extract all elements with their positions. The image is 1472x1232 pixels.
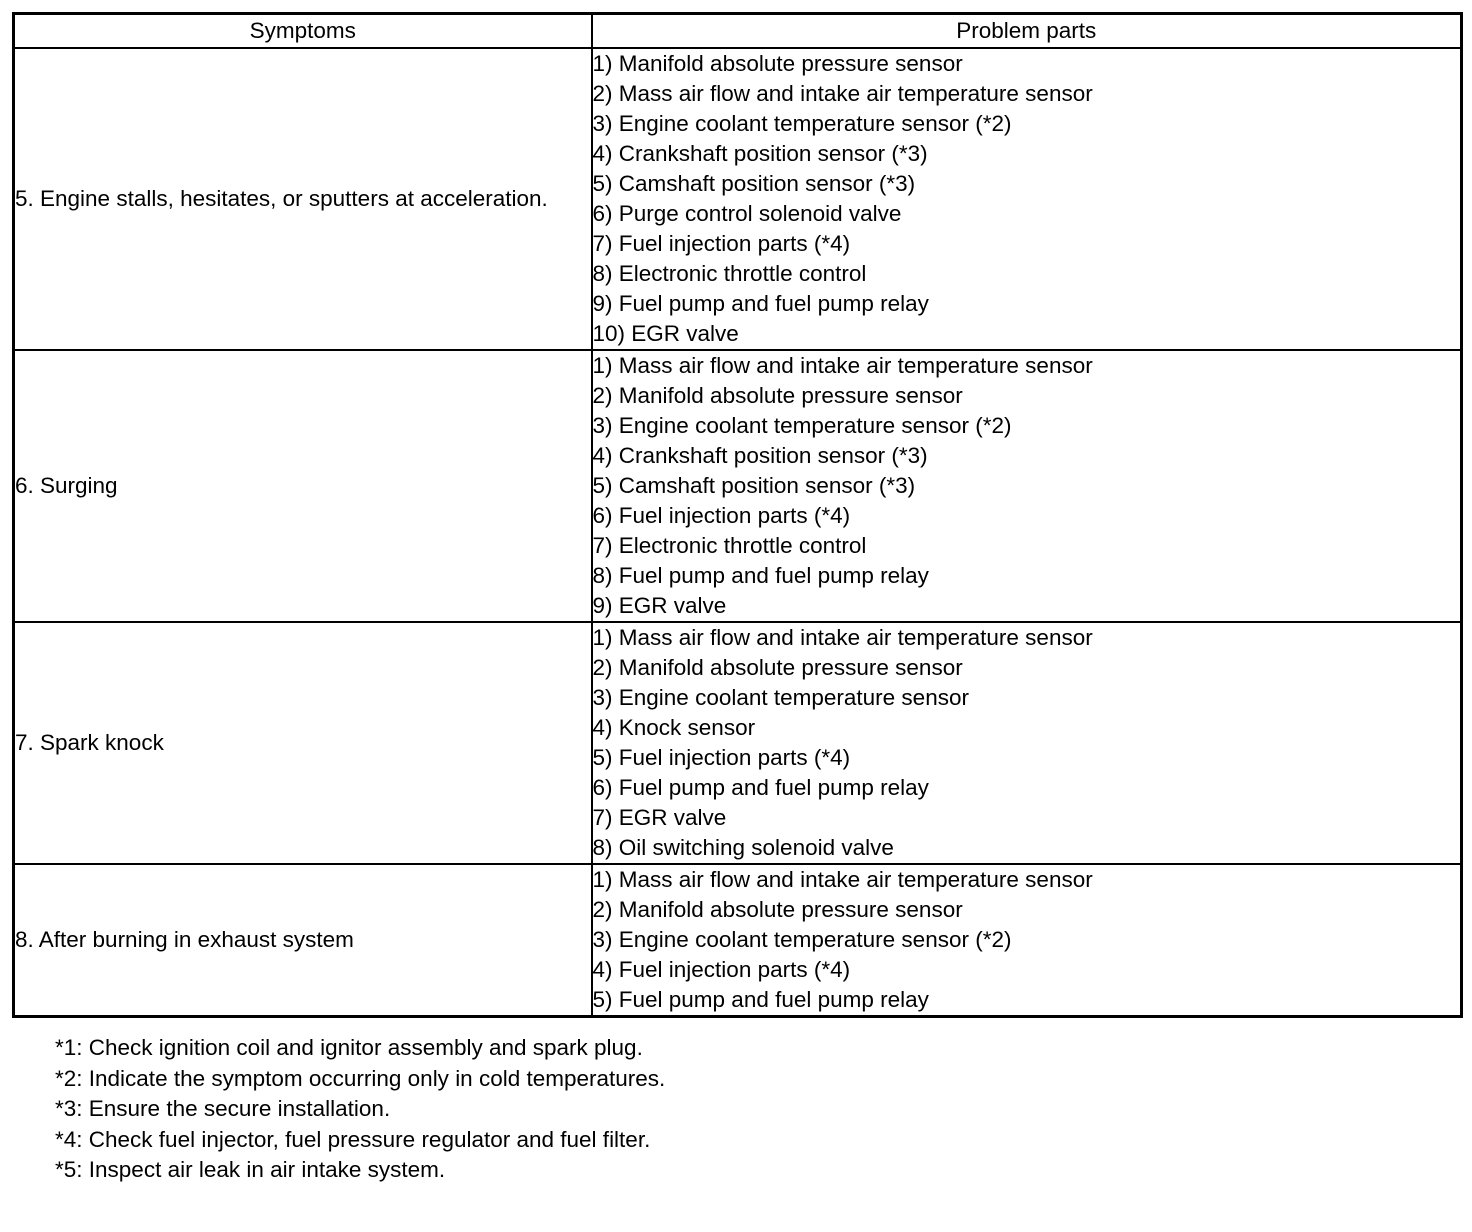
problem-part-item: 9) EGR valve bbox=[592, 593, 727, 618]
table-row bbox=[14, 864, 1462, 1017]
column-header-symptoms: Symptoms bbox=[14, 14, 592, 49]
problem-part-item: 3) Engine coolant temperature sensor bbox=[592, 685, 969, 710]
problem-part-item: 1) Mass air flow and intake air temperature sensor bbox=[592, 625, 1093, 650]
problem-part-item: 6) Purge control solenoid valve bbox=[592, 201, 902, 226]
symptom-cell: 5. Engine stalls, hesitates, or sputters at acceleration. bbox=[14, 48, 592, 350]
symptom-cell: 8. After burning in exhaust system bbox=[14, 864, 592, 1017]
parts-cell bbox=[592, 864, 1462, 1017]
footnote: *4: Check fuel injector, fuel pressure regulator and fuel filter. bbox=[55, 1126, 651, 1152]
problem-part-item: 5) Camshaft position sensor (*3) bbox=[592, 473, 916, 498]
problem-part-item: 7) EGR valve bbox=[592, 805, 727, 830]
problem-part-item: 7) Fuel injection parts (*4) bbox=[592, 231, 851, 256]
table-row bbox=[14, 350, 1462, 622]
parts-cell bbox=[592, 622, 1462, 864]
footnote: *3: Ensure the secure installation. bbox=[55, 1096, 391, 1121]
table-row bbox=[14, 48, 1462, 350]
problem-part-item: 8) Oil switching solenoid valve bbox=[592, 835, 894, 860]
problem-part-item: 1) Mass air flow and intake air temperature sensor bbox=[592, 353, 1093, 378]
problem-part-item: 2) Manifold absolute pressure sensor bbox=[592, 897, 963, 922]
symptom-cell: 6. Surging bbox=[14, 350, 592, 622]
footnote: *2: Indicate the symptom occurring only in cold temperatures. bbox=[55, 1065, 666, 1091]
problem-part-item: 3) Engine coolant temperature sensor (*2) bbox=[592, 111, 1012, 136]
problem-part-item: 6) Fuel injection parts (*4) bbox=[592, 503, 851, 528]
problem-part-item: 2) Manifold absolute pressure sensor bbox=[592, 383, 963, 408]
table-header-row bbox=[14, 14, 1462, 49]
problem-part-item: 4) Fuel injection parts (*4) bbox=[592, 957, 851, 982]
table-body bbox=[14, 48, 1462, 1017]
problem-part-item: 1) Mass air flow and intake air temperature sensor bbox=[592, 867, 1093, 892]
problem-part-item: 1) Manifold absolute pressure sensor bbox=[592, 51, 963, 76]
problem-part-item: 2) Mass air flow and intake air temperature sensor bbox=[592, 81, 1093, 106]
problem-part-item: 4) Knock sensor bbox=[592, 715, 756, 740]
problem-part-item: 5) Fuel pump and fuel pump relay bbox=[592, 987, 929, 1012]
problem-part-item: 3) Engine coolant temperature sensor (*2) bbox=[592, 413, 1012, 438]
problem-part-item: 3) Engine coolant temperature sensor (*2) bbox=[592, 927, 1012, 952]
problem-part-item: 6) Fuel pump and fuel pump relay bbox=[592, 775, 929, 800]
problem-part-item: 9) Fuel pump and fuel pump relay bbox=[592, 291, 929, 316]
problem-part-item: 5) Fuel injection parts (*4) bbox=[592, 745, 851, 770]
footnotes bbox=[12, 1033, 1460, 1186]
table-row bbox=[14, 622, 1462, 864]
footnote: *5: Inspect air leak in air intake system. bbox=[55, 1157, 446, 1182]
symptoms-problem-parts-table bbox=[12, 12, 1463, 1018]
footnote: *1: Check ignition coil and ignitor assembly and spark plug. bbox=[55, 1035, 643, 1060]
problem-part-item: 2) Manifold absolute pressure sensor bbox=[592, 655, 963, 680]
problem-part-item: 4) Crankshaft position sensor (*3) bbox=[592, 141, 928, 166]
symptom-cell: 7. Spark knock bbox=[14, 622, 592, 864]
column-header-problem-parts: Problem parts bbox=[592, 14, 1462, 49]
problem-part-item: 5) Camshaft position sensor (*3) bbox=[592, 171, 916, 196]
problem-part-item: 8) Fuel pump and fuel pump relay bbox=[592, 563, 929, 588]
problem-part-item: 7) Electronic throttle control bbox=[592, 533, 867, 558]
parts-cell bbox=[592, 48, 1462, 350]
problem-part-item: 8) Electronic throttle control bbox=[592, 261, 867, 286]
parts-cell bbox=[592, 350, 1462, 622]
problem-part-item: 4) Crankshaft position sensor (*3) bbox=[592, 443, 928, 468]
problem-part-item: 10) EGR valve bbox=[592, 321, 739, 346]
